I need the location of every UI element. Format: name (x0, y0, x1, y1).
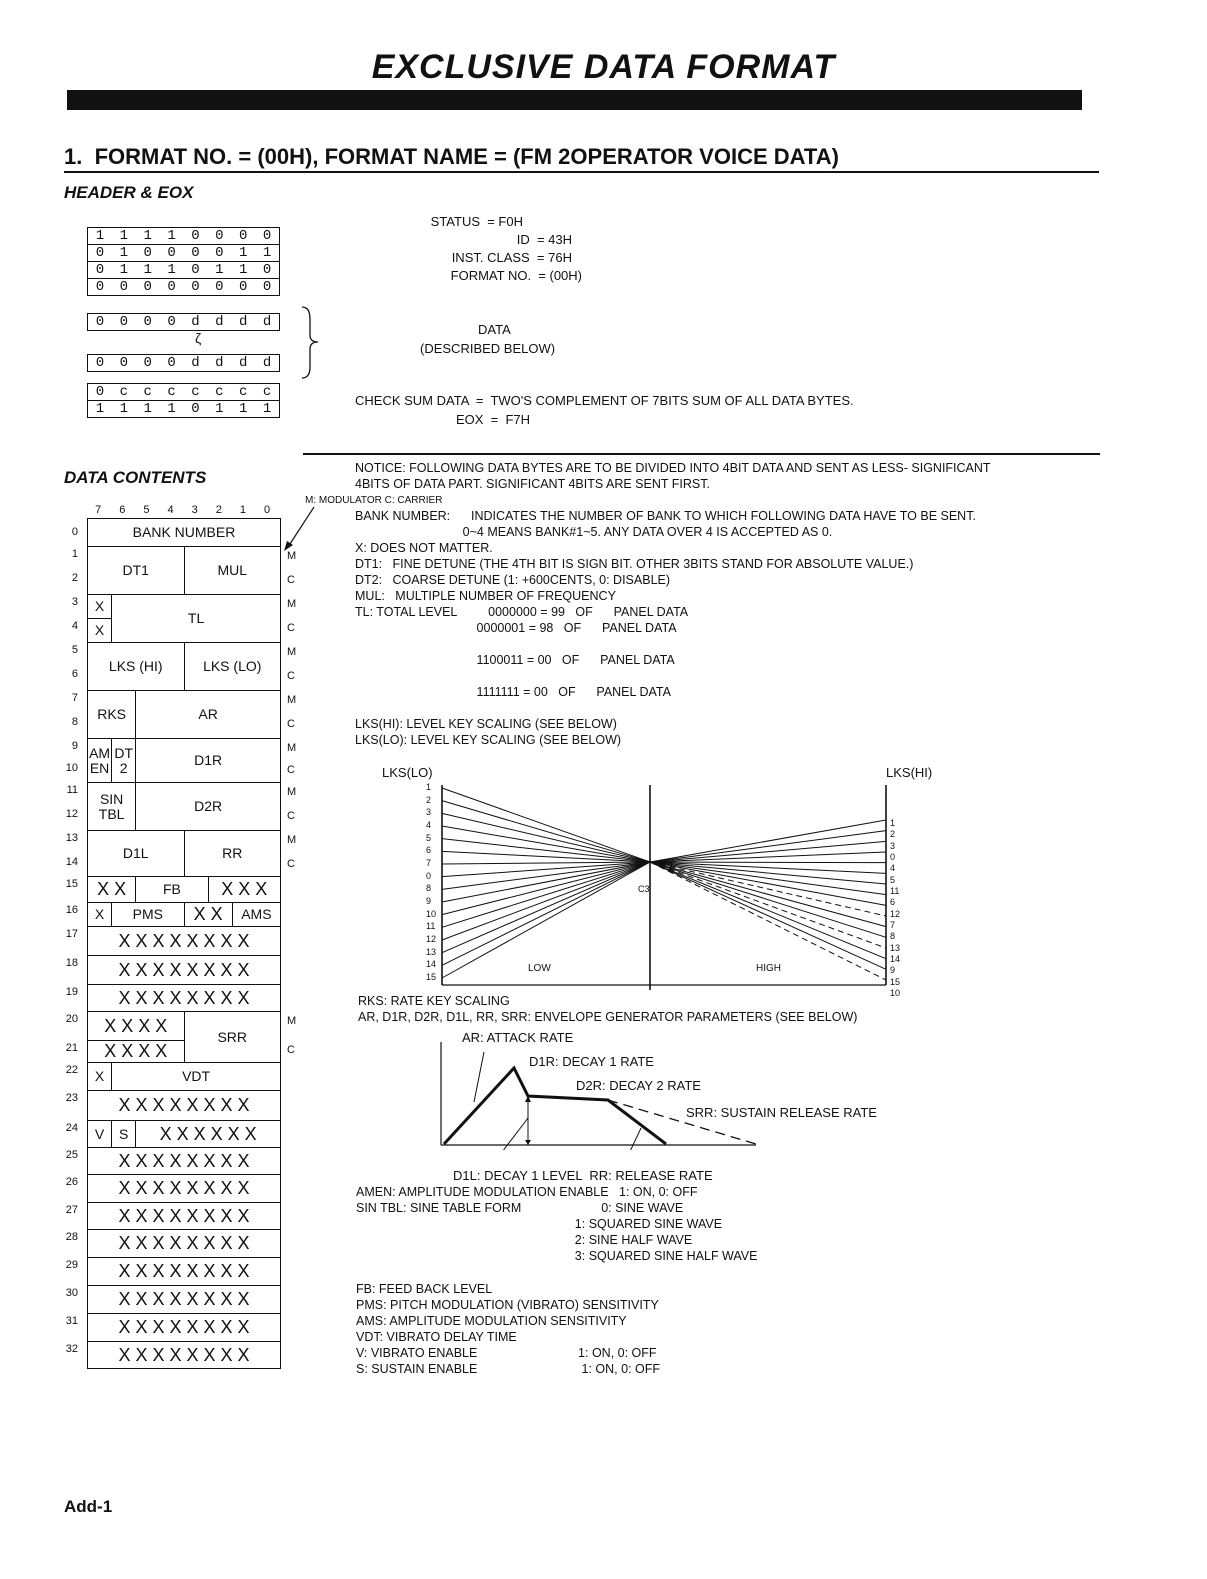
tl-x-cell: X (87, 618, 112, 643)
bit-label: 6 (119, 504, 126, 516)
lks-left-tick: 9 (426, 896, 432, 906)
row-number: 17 (65, 928, 78, 940)
fb-cell: FB (135, 876, 208, 903)
eg-d2r-label: D2R: DECAY 2 RATE (576, 1078, 701, 1093)
mc-mark: M (287, 742, 297, 754)
bit-value: c (119, 384, 129, 400)
ams-xx-cell: X X (184, 902, 233, 927)
row-number: 5 (71, 644, 78, 656)
bit-value: 0 (95, 279, 105, 295)
dont-care-row: X X X X X X X X (87, 1090, 281, 1121)
byte-row (88, 228, 279, 244)
row-number: 8 (71, 716, 78, 728)
lks-left-tick: 12 (426, 934, 437, 944)
dont-care-row: X X X X X X X X (87, 1285, 281, 1314)
row-number: 18 (65, 957, 78, 969)
fb-x-cell: X X (87, 876, 136, 903)
data-brace (298, 305, 322, 380)
high-label: HIGH (756, 963, 781, 974)
bit-label: 5 (143, 504, 150, 516)
ar-cell: AR (135, 690, 281, 739)
bit-value: 0 (143, 314, 152, 330)
row-number: 12 (65, 808, 78, 820)
byte-row (88, 400, 279, 417)
row-number: 25 (65, 1149, 78, 1161)
lks-right-tick: 12 (890, 908, 901, 919)
row-number: 32 (65, 1343, 78, 1355)
row-number: 30 (65, 1287, 78, 1299)
lks-right-tick: 10 (890, 988, 901, 998)
header-heading: HEADER & EOX (64, 183, 194, 202)
mul-cell: MUL (184, 546, 282, 595)
mc-arrow (278, 505, 318, 553)
lks-left-tick: 3 (426, 807, 432, 818)
mc-mark: C (287, 718, 295, 730)
lks-hi-cell: LKS (HI) (87, 642, 185, 691)
row-number: 31 (65, 1315, 78, 1327)
bit-value: 0 (191, 245, 200, 261)
lks-right-tick: 4 (890, 863, 896, 874)
data-heading: DATA CONTENTS (64, 468, 207, 487)
bit-value: c (167, 384, 176, 400)
row-number: 21 (65, 1042, 78, 1054)
lks-left-tick: 4 (426, 820, 432, 830)
bit-value: 0 (95, 355, 105, 371)
amen-cell: AM EN (87, 738, 112, 783)
bit-value: 0 (215, 279, 224, 295)
lks-left-tick: 1 (426, 782, 432, 792)
lks-lo-cell: LKS (LO) (184, 642, 282, 691)
eg-d1r-label: D1R: DECAY 1 RATE (529, 1054, 654, 1069)
dont-care-row: X X X X X X X X (87, 926, 281, 956)
row-number: 15 (65, 878, 78, 890)
bit-value: 0 (95, 384, 105, 400)
row-number: 27 (65, 1204, 78, 1216)
bit-label: 2 (215, 504, 222, 516)
bit-value: 1 (262, 401, 272, 417)
bit-value: 1 (119, 245, 129, 261)
dont-care-row: X X X X X X X X (87, 1147, 281, 1175)
bit-value: 1 (119, 228, 129, 244)
bit-value: d (191, 355, 200, 371)
byte-row (88, 384, 279, 400)
bit-value: c (262, 384, 272, 400)
data-byte-last (87, 354, 280, 372)
bit-value: d (262, 355, 272, 371)
bit-value: 0 (262, 228, 272, 244)
bit-value: d (191, 314, 200, 330)
srr-x-cell: X X X X (87, 1011, 185, 1041)
byte-row (88, 278, 279, 295)
s-cell: S (111, 1120, 136, 1148)
eox-label: EOX = F7H (456, 412, 531, 427)
dont-care-row: X X X X X X X X (87, 1313, 281, 1342)
dont-care-row: X X X X X X X X (87, 955, 281, 985)
lks-left-tick: 5 (426, 832, 432, 843)
lks-left-tick: 2 (426, 794, 432, 805)
c3-label: C3 (638, 884, 650, 894)
row-number: 28 (65, 1231, 78, 1243)
d1l-cell: D1L (87, 830, 185, 877)
bit-value: 0 (191, 228, 200, 244)
bit-value: d (215, 314, 224, 330)
inst-class-label: INST. CLASS = 76H (451, 250, 572, 265)
bit-value: 0 (262, 262, 272, 278)
lks-right-tick: 13 (890, 942, 901, 953)
byte-row (88, 314, 279, 330)
mc-mark: M (287, 834, 297, 846)
bit-value: 1 (95, 401, 105, 417)
lks-chart (420, 780, 920, 990)
row-number: 4 (71, 620, 78, 632)
bit-label: 4 (167, 504, 174, 516)
header-label-col (400, 214, 523, 230)
bit-value: d (215, 355, 224, 371)
lks-right-tick: 11 (890, 886, 900, 896)
bit-value: 0 (215, 245, 224, 261)
v-cell: V (87, 1120, 112, 1148)
mc-mark: C (287, 810, 295, 822)
description-block-1: BANK NUMBER: INDICATES THE NUMBER OF BANK TO WHICH FOLLOWING DATA HAVE TO BE SENT. 0~4 MEANS BANK#1~5. ANY DATA OVER 4 IS ACCEPTED AS 0. X: DOES NOT MATTER. DT1: FINE DETUNE (THE 4TH BIT IS SIGN BIT. OTHER 3BITS STAND FOR ABSOLUTE VALUE.) DT2: COARSE DETUNE (1: +600CENTS, 0: DISABLE) MUL: MULTIPLE NUMBER OF FREQUENCY TL: TOTAL LEVEL 0000000 = 99 OF PANEL DATA 0000001 = 98 OF PANEL DATA 1100011 = 00 OF PANEL DATA 1111111 = 00 OF PANEL DATA LKS(HI): LEVEL KEY SCALING (SEE BELOW) LKS(LO): LEVEL KEY SCALING (SEE BELOW) (355, 509, 976, 747)
lks-right-tick: 0 (890, 852, 896, 862)
lks-left-tick: 15 (426, 972, 437, 982)
row-number: 26 (65, 1176, 78, 1188)
description-block-2: AMEN: AMPLITUDE MODULATION ENABLE 1: ON, 0: OFF SIN TBL: SINE TABLE FORM 0: SINE WAVE 1: SQUARED SINE WAVE 2: SINE HALF WAVE 3: SQUARED SINE HALF WAVE (356, 1185, 758, 1263)
mc-mark: C (287, 622, 295, 634)
mc-mark: C (287, 1044, 295, 1056)
d2r-cell: D2R (135, 782, 281, 831)
bit-value: 1 (143, 401, 152, 417)
lks-left-tick: 6 (426, 845, 432, 856)
mc-mark: C (287, 574, 295, 586)
data-byte-first (87, 313, 280, 331)
bit-value: c (238, 384, 248, 400)
bit-label: 0 (263, 504, 271, 516)
row-number: 2 (71, 572, 78, 584)
byte-row (88, 244, 279, 261)
dt2-cell: DT 2 (111, 738, 136, 783)
dont-care-row: X X X X X X X X (87, 1257, 281, 1286)
row-number: 19 (65, 986, 78, 998)
bit-value: 0 (167, 245, 176, 261)
bit-value: 0 (143, 279, 152, 295)
bit-value: 1 (95, 228, 105, 244)
row-number: 9 (71, 740, 78, 752)
bit-value: c (191, 384, 200, 400)
fb-xxx-cell: X X X (208, 876, 281, 903)
header-bytes-table (87, 227, 280, 296)
title-bar-rule (67, 90, 1082, 110)
bit-value: d (262, 314, 272, 330)
bit-value: 0 (95, 262, 105, 278)
bit-value: 1 (143, 228, 152, 244)
bit-value: 0 (119, 355, 129, 371)
bit-value: 1 (262, 245, 272, 261)
bit-value: 1 (167, 401, 176, 417)
bit-value: 0 (119, 279, 129, 295)
format-no-label: FORMAT NO. = (00H) (450, 268, 582, 283)
row-number: 11 (66, 784, 78, 796)
lks-right-tick: 1 (890, 818, 896, 828)
row-number: 7 (71, 692, 78, 704)
bit-value: 0 (95, 245, 105, 261)
row-number: 3 (71, 596, 78, 608)
d1r-cell: D1R (135, 738, 281, 783)
bit-value: 1 (215, 401, 224, 417)
row-number: 13 (65, 832, 78, 844)
dont-care-row: X X X X X X X X (87, 1202, 281, 1230)
pms-x-cell: X (87, 902, 112, 927)
bit-value: 0 (167, 355, 176, 371)
lks-lo-label: LKS(LO) (382, 765, 433, 780)
data-desc-label: (DESCRIBED BELOW) (420, 341, 556, 356)
checksum-label: CHECK SUM DATA = TWO'S COMPLEMENT OF 7BITS SUM OF ALL DATA BYTES. (355, 393, 854, 408)
mc-mark: M (287, 550, 297, 562)
lks-left-tick: 13 (426, 946, 437, 957)
lks-right-tick: 2 (890, 829, 896, 840)
bit-value: 1 (119, 262, 129, 278)
notice-text: NOTICE: FOLLOWING DATA BYTES ARE TO BE DIVIDED INTO 4BIT DATA AND SENT AS LESS- SIGNIFICANT 4BITS OF DATA PART. SIGNIFICANT 4BITS ARE SENT FIRST. (355, 461, 991, 491)
ams-cell: AMS (232, 902, 281, 927)
section-heading: 1. FORMAT NO. = (00H), FORMAT NAME = (FM 2OPERATOR VOICE DATA) (64, 144, 839, 169)
page-title: EXCLUSIVE DATA FORMAT (371, 48, 836, 86)
continuation-mark: ζ (195, 330, 202, 346)
bit-value: d (238, 355, 248, 371)
row-number: 22 (65, 1064, 78, 1076)
rks-cell: RKS (87, 690, 136, 739)
lks-left-tick: 0 (426, 870, 432, 881)
id-label: ID = 43H (516, 232, 572, 247)
row-number: 14 (65, 856, 78, 868)
row-number: 23 (65, 1092, 78, 1104)
checksum-bytes-table (87, 383, 280, 418)
bit-value: 0 (167, 314, 176, 330)
bit-value: 0 (191, 401, 200, 417)
mc-mark: C (287, 670, 295, 682)
bit-label: 7 (95, 504, 102, 516)
section-rule (64, 171, 1099, 173)
vdt-cell: VDT (111, 1062, 281, 1091)
row-number: 24 (65, 1122, 78, 1134)
lks-hi-label: LKS(HI) (886, 765, 933, 780)
lks-right-tick: 14 (890, 954, 901, 964)
bit-value: 0 (262, 279, 272, 295)
row-number: 6 (71, 668, 78, 680)
lks-right-tick: 6 (890, 897, 896, 908)
dont-care-row: X X X X X X X X (87, 1341, 281, 1369)
mc-mark: M (287, 694, 297, 706)
lks-left-tick: 14 (426, 959, 437, 970)
lks-right-tick: 15 (890, 976, 901, 987)
bit-value: 1 (215, 262, 224, 278)
bit-value: 0 (119, 314, 129, 330)
rr-cell: RR (184, 830, 282, 877)
data-label: DATA (478, 322, 511, 337)
bit-label: 1 (239, 504, 246, 516)
bit-value: 0 (238, 279, 248, 295)
eg-d1l-rr-label: D1L: DECAY 1 LEVEL RR: RELEASE RATE (453, 1168, 713, 1183)
bit-value: 1 (238, 245, 248, 261)
lks-right-tick: 9 (890, 965, 896, 976)
pms-cell: PMS (111, 902, 184, 927)
bit-value: 0 (95, 314, 105, 330)
eg-srr-label: SRR: SUSTAIN RELEASE RATE (686, 1105, 877, 1120)
bit-value: 1 (238, 262, 248, 278)
mc-mark: M (287, 598, 297, 610)
row-number: 29 (65, 1259, 78, 1271)
mc-mark: C (287, 858, 295, 870)
bit-value: 1 (119, 401, 129, 417)
bit-value: 0 (215, 228, 224, 244)
tl-x-cell: X (87, 594, 112, 619)
byte-row (88, 261, 279, 278)
bit-value: d (238, 314, 248, 330)
bit-value: 1 (167, 228, 176, 244)
description-block-3: FB: FEED BACK LEVEL PMS: PITCH MODULATION (VIBRATO) SENSITIVITY AMS: AMPLITUDE MODULATION SENSITIVITY VDT: VIBRATO DELAY TIME V: VIBRATO ENABLE 1: ON, 0: OFF S: SUSTAIN ENABLE 1: ON, 0: OFF (356, 1282, 661, 1376)
lks-right-tick: 7 (890, 920, 896, 930)
sin-tbl-cell: SIN TBL (87, 782, 136, 831)
dt1-cell: DT1 (87, 546, 185, 595)
page-footer: Add-1 (64, 1497, 113, 1516)
bit-value: 1 (143, 262, 152, 278)
row-number: 16 (65, 904, 78, 916)
lks-right-tick: 3 (890, 840, 896, 851)
lks-right-tick: 8 (890, 931, 896, 942)
mc-mark: M (287, 1015, 297, 1027)
bit-value: 0 (191, 279, 200, 295)
eg-ar-label: AR: ATTACK RATE (462, 1030, 574, 1045)
dont-care-row: X X X X X X X X (87, 1229, 281, 1258)
row-number: 0 (71, 526, 78, 538)
lks-right-tick: 5 (890, 874, 896, 885)
bit-value: c (143, 384, 152, 400)
low-label: LOW (528, 963, 551, 974)
bit-value: 0 (167, 279, 176, 295)
mc-mark: M (287, 646, 297, 658)
bit-value: 0 (191, 262, 200, 278)
lks-left-tick: 8 (426, 883, 432, 894)
status-label: STATUS = F0H (430, 214, 523, 229)
vdt-x-cell: X (87, 1062, 112, 1091)
bit-value: 0 (143, 355, 152, 371)
bit-value: c (215, 384, 224, 400)
mc-mark: C (287, 764, 295, 776)
bit-label: 3 (191, 504, 198, 516)
byte-row (88, 355, 279, 371)
dont-care-row: X X X X X X X X (87, 1174, 281, 1203)
eg-text: RKS: RATE KEY SCALING AR, D1R, D2R, D1L, RR, SRR: ENVELOPE GENERATOR PARAMETERS (SEE BELOW) (358, 994, 858, 1024)
lks-left-tick: 10 (426, 908, 437, 919)
mc-mark: M (287, 786, 297, 798)
bit-value: 0 (238, 228, 248, 244)
dont-care-row: X X X X X X X X (87, 984, 281, 1012)
notice-rule (303, 453, 1100, 455)
bit-value: 1 (167, 262, 176, 278)
mc-legend: M: MODULATOR C: CARRIER (305, 495, 443, 506)
row-number: 1 (71, 548, 78, 560)
bank-number-cell: BANK NUMBER (87, 518, 281, 547)
srr-cell: SRR (184, 1011, 282, 1063)
lks-left-tick: 7 (426, 858, 432, 868)
lks-left-tick: 11 (426, 921, 436, 932)
tl-cell: TL (111, 594, 281, 643)
srr-x-cell: X X X X (87, 1040, 185, 1063)
row-number: 20 (65, 1013, 78, 1025)
bit-value: 1 (238, 401, 248, 417)
vs-x-cell: X X X X X X (135, 1120, 281, 1148)
row-number: 10 (65, 762, 78, 774)
bit-value: 0 (143, 245, 152, 261)
